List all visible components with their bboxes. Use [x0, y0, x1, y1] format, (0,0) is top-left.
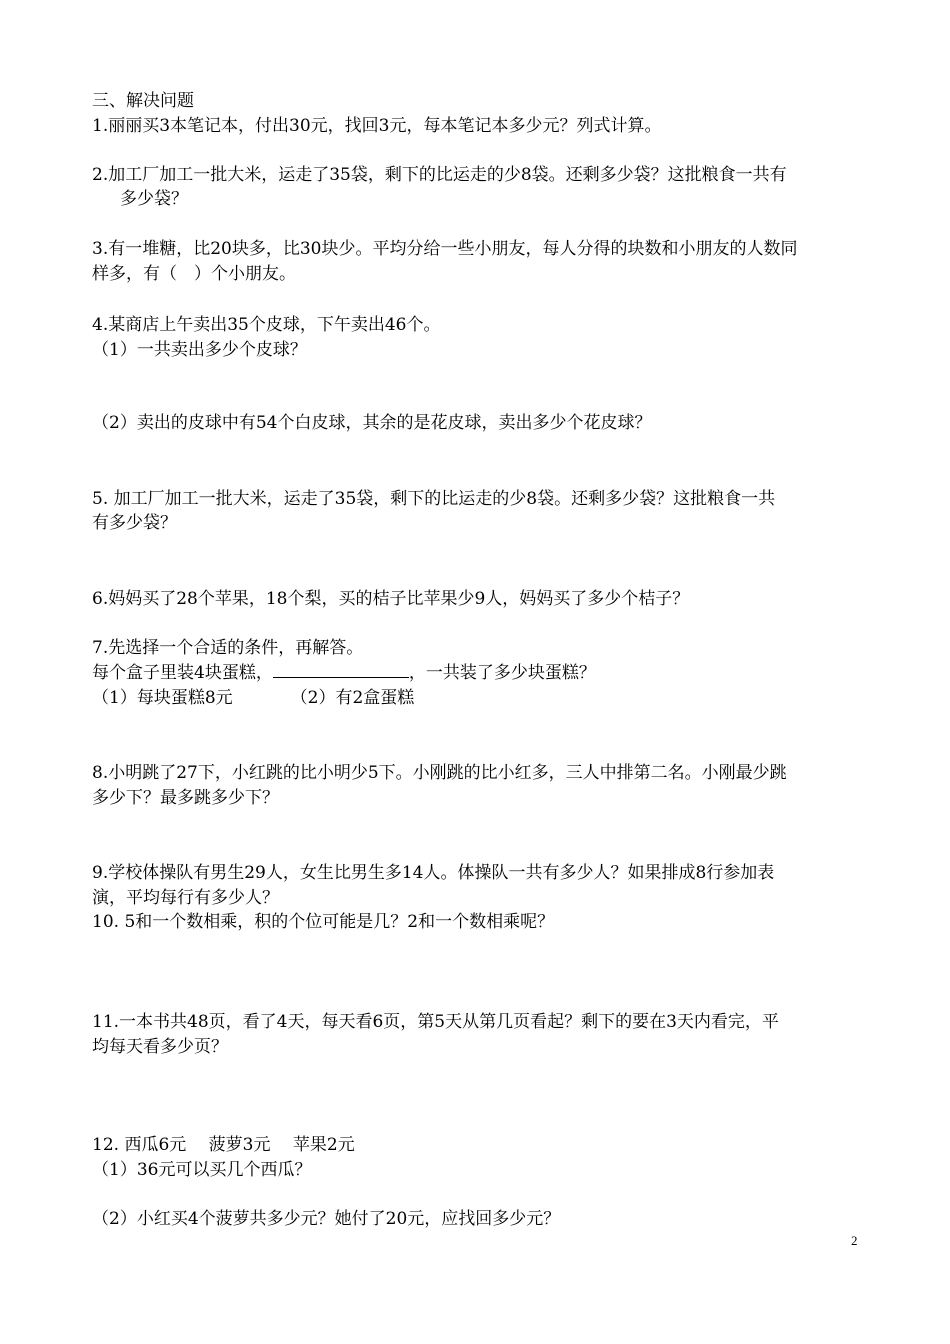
question-10: 10. 5和一个数相乘，积的个位可能是几？2和一个数相乘呢？ — [92, 912, 555, 932]
question-1: 1.丽丽买3本笔记本，付出30元，找回3元，每本笔记本多少元？列式计算。 — [92, 116, 662, 136]
answer-blank[interactable] — [273, 661, 409, 678]
question-7-option-1: （1）每块蛋糕8元 — [92, 688, 233, 708]
question-9-line-2: 演，平均每行有多少人？ — [92, 888, 279, 908]
question-8-line-1: 8.小明跳了27下，小红跳的比小明少5下。小刚跳的比小红多，三人中排第二名。小刚最少跳 — [92, 763, 787, 783]
section-title: 三、解决问题 — [92, 91, 194, 111]
question-3-line-1: 3.有一堆糖，比20块多，比30块少。平均分给一些小朋友，每人分得的块数和小朋友的人数同 — [92, 239, 798, 259]
question-9-line-1: 9.学校体操队有男生29人，女生比男生多14人。体操队一共有多少人？如果排成8行参加表 — [92, 863, 775, 883]
question-4-sub-2: （2）卖出的皮球中有54个白皮球，其余的是花皮球，卖出多少个花皮球？ — [92, 413, 652, 433]
question-4-stem: 4.某商店上午卖出35个皮球，下午卖出46个。 — [92, 315, 441, 335]
question-4-sub-1: （1）一共卖出多少个皮球？ — [92, 340, 307, 360]
question-11-line-2: 均每天看多少页？ — [92, 1037, 228, 1057]
question-8-line-2: 多少下？最多跳多少下？ — [92, 788, 279, 808]
question-7-line-2 — [92, 661, 596, 685]
question-12-sub-1: （1）36元可以买几个西瓜？ — [92, 1160, 312, 1180]
question-7-options — [92, 686, 414, 710]
question-6: 6.妈妈买了28个苹果，18个梨，买的桔子比苹果少9人，妈妈买了多少个桔子？ — [92, 589, 690, 609]
question-3-line-2: 样多，有（ ）个小朋友。 — [92, 264, 296, 284]
question-5-line-2: 有多少袋？ — [92, 513, 177, 533]
page-number: 2 — [851, 1233, 858, 1248]
question-5-line-1: 5. 加工厂加工一批大米，运走了35袋，剩下的比运走的少8袋。还剩多少袋？这批粮食一共 — [92, 489, 776, 509]
question-2-line-2: 多少袋？ — [120, 189, 188, 209]
question-7-text-before: 每个盒子里装4块蛋糕， — [92, 663, 273, 683]
question-12-sub-2: （2）小红买4个菠萝共多少元？她付了20元，应找回多少元？ — [92, 1209, 561, 1229]
question-2-line-1: 2.加工厂加工一批大米，运走了35袋，剩下的比运走的少8袋。还剩多少袋？这批粮食一共有 — [92, 165, 787, 185]
question-7-option-2: （2）有2盒蛋糕 — [290, 688, 415, 708]
question-7-text-after: ，一共装了多少块蛋糕？ — [408, 663, 596, 683]
question-12-stem: 12. 西瓜6元 菠萝3元 苹果2元 — [92, 1135, 355, 1155]
question-7-stem: 7.先选择一个合适的条件，再解答。 — [92, 638, 364, 658]
question-11-line-1: 11.一本书共48页，看了4天，每天看6页，第5天从第几页看起？剩下的要在3天内看完，平 — [92, 1012, 779, 1032]
